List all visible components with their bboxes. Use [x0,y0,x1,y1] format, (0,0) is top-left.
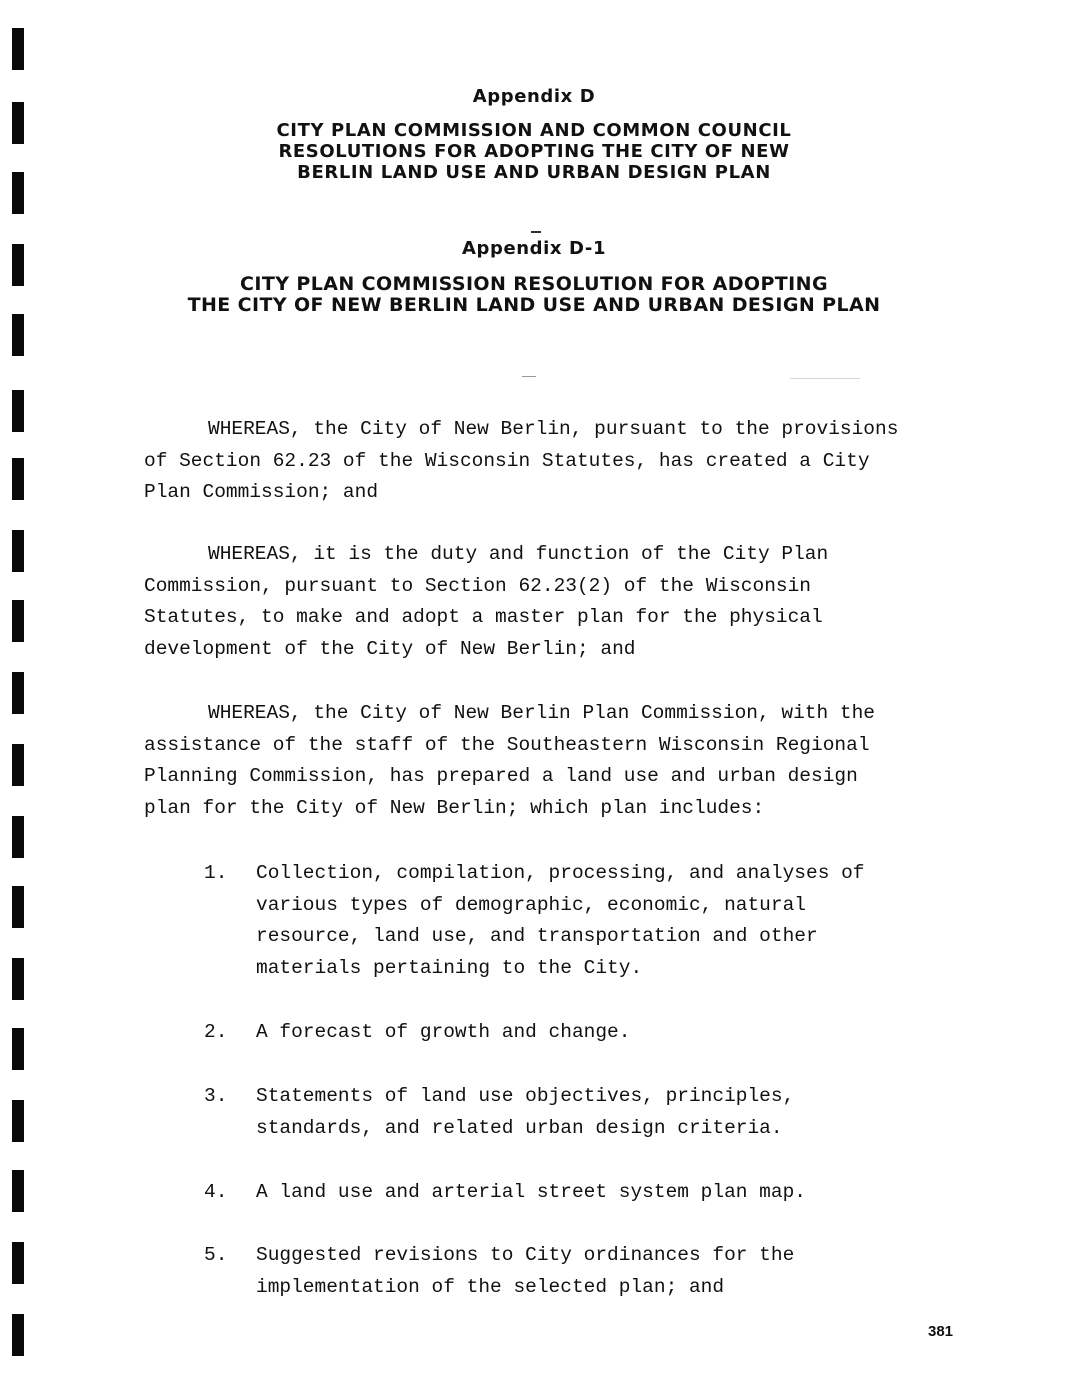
appendix-heading-line: CITY PLAN COMMISSION AND COMMON COUNCIL [276,120,792,141]
whereas-paragraph [144,539,974,666]
paragraph-line: plan for the City of New Berlin; which plan includes: [144,797,765,820]
binding-mark [12,1170,24,1212]
paragraph-line: WHEREAS, it is the duty and function of the City Plan [208,543,829,565]
appendix-title: Appendix D [472,86,596,107]
appendix-heading [0,120,1068,183]
paragraph-line: WHEREAS, the City of New Berlin Plan Commission, with the [208,702,876,724]
list-item-line: Suggested revisions to City ordinances for the [256,1244,795,1266]
paragraph-line: Statutes, to make and adopt a master plan for the physical [144,606,823,629]
list-item-number: 4. [204,1181,228,1203]
binding-mark [12,600,24,642]
paragraph-line: WHEREAS, the City of New Berlin, pursuant to the provisions [208,418,899,440]
list-item-line: implementation of the selected plan; and [256,1275,725,1298]
binding-mark [12,672,24,714]
list-item-number: 1. [204,862,228,884]
list-item-line: A forecast of growth and change. [256,1021,631,1043]
binding-mark [12,1242,24,1284]
binding-mark [12,816,24,858]
scan-speck [522,376,536,377]
sub-appendix-heading-line: THE CITY OF NEW BERLIN LAND USE AND URBAN DESIGN PLAN [187,294,881,316]
paragraph-line: Plan Commission; and [144,481,379,504]
paragraph-line: Commission, pursuant to Section 62.23(2) of the Wisconsin [144,574,812,597]
binding-mark [12,28,24,70]
list-item [204,1081,984,1144]
sub-appendix-heading-line: CITY PLAN COMMISSION RESOLUTION FOR ADOPTING [240,273,828,295]
list-item-line: A land use and arterial street system plan map. [256,1181,806,1203]
scan-speck [790,378,860,379]
scan-speck [531,231,541,233]
list-item-line: Statements of land use objectives, principles, [256,1085,795,1107]
list-item-line: Collection, compilation, processing, and analyses of [256,862,865,884]
appendix-heading-line: RESOLUTIONS FOR ADOPTING THE CITY OF NEW [278,141,790,162]
list-item [204,1240,984,1303]
page-number: 381 [928,1323,954,1340]
sub-appendix-heading [0,274,1068,316]
list-item [204,858,984,985]
binding-mark [12,1314,24,1356]
whereas-paragraph [144,414,974,509]
binding-mark [12,744,24,786]
binding-mark [12,1028,24,1070]
paragraph-line: assistance of the staff of the Southeastern Wisconsin Regional [144,733,870,756]
binding-mark [12,886,24,928]
paragraph-line: of Section 62.23 of the Wisconsin Statutes, has created a City [144,449,870,472]
paragraph-line: development of the City of New Berlin; and [144,638,636,661]
sub-appendix-title: Appendix D-1 [461,238,607,259]
list-item-line: resource, land use, and transportation and other [256,925,818,948]
binding-mark [12,314,24,356]
list-item-line: standards, and related urban design criteria. [256,1116,783,1139]
binding-mark [12,530,24,572]
binding-mark [12,458,24,500]
binding-mark [12,1100,24,1142]
list-item-number: 2. [204,1021,228,1043]
list-item-number: 3. [204,1085,228,1107]
appendix-heading-line: BERLIN LAND USE AND URBAN DESIGN PLAN [297,162,771,183]
paragraph-line: Planning Commission, has prepared a land use and urban design [144,765,858,788]
list-item-line: materials pertaining to the City. [256,957,643,980]
whereas-paragraph [144,698,974,825]
list-item [204,1177,984,1209]
binding-mark [12,958,24,1000]
binding-mark [12,390,24,432]
list-item [204,1017,984,1049]
list-item-number: 5. [204,1244,228,1266]
list-item-line: various types of demographic, economic, natural [256,893,806,916]
